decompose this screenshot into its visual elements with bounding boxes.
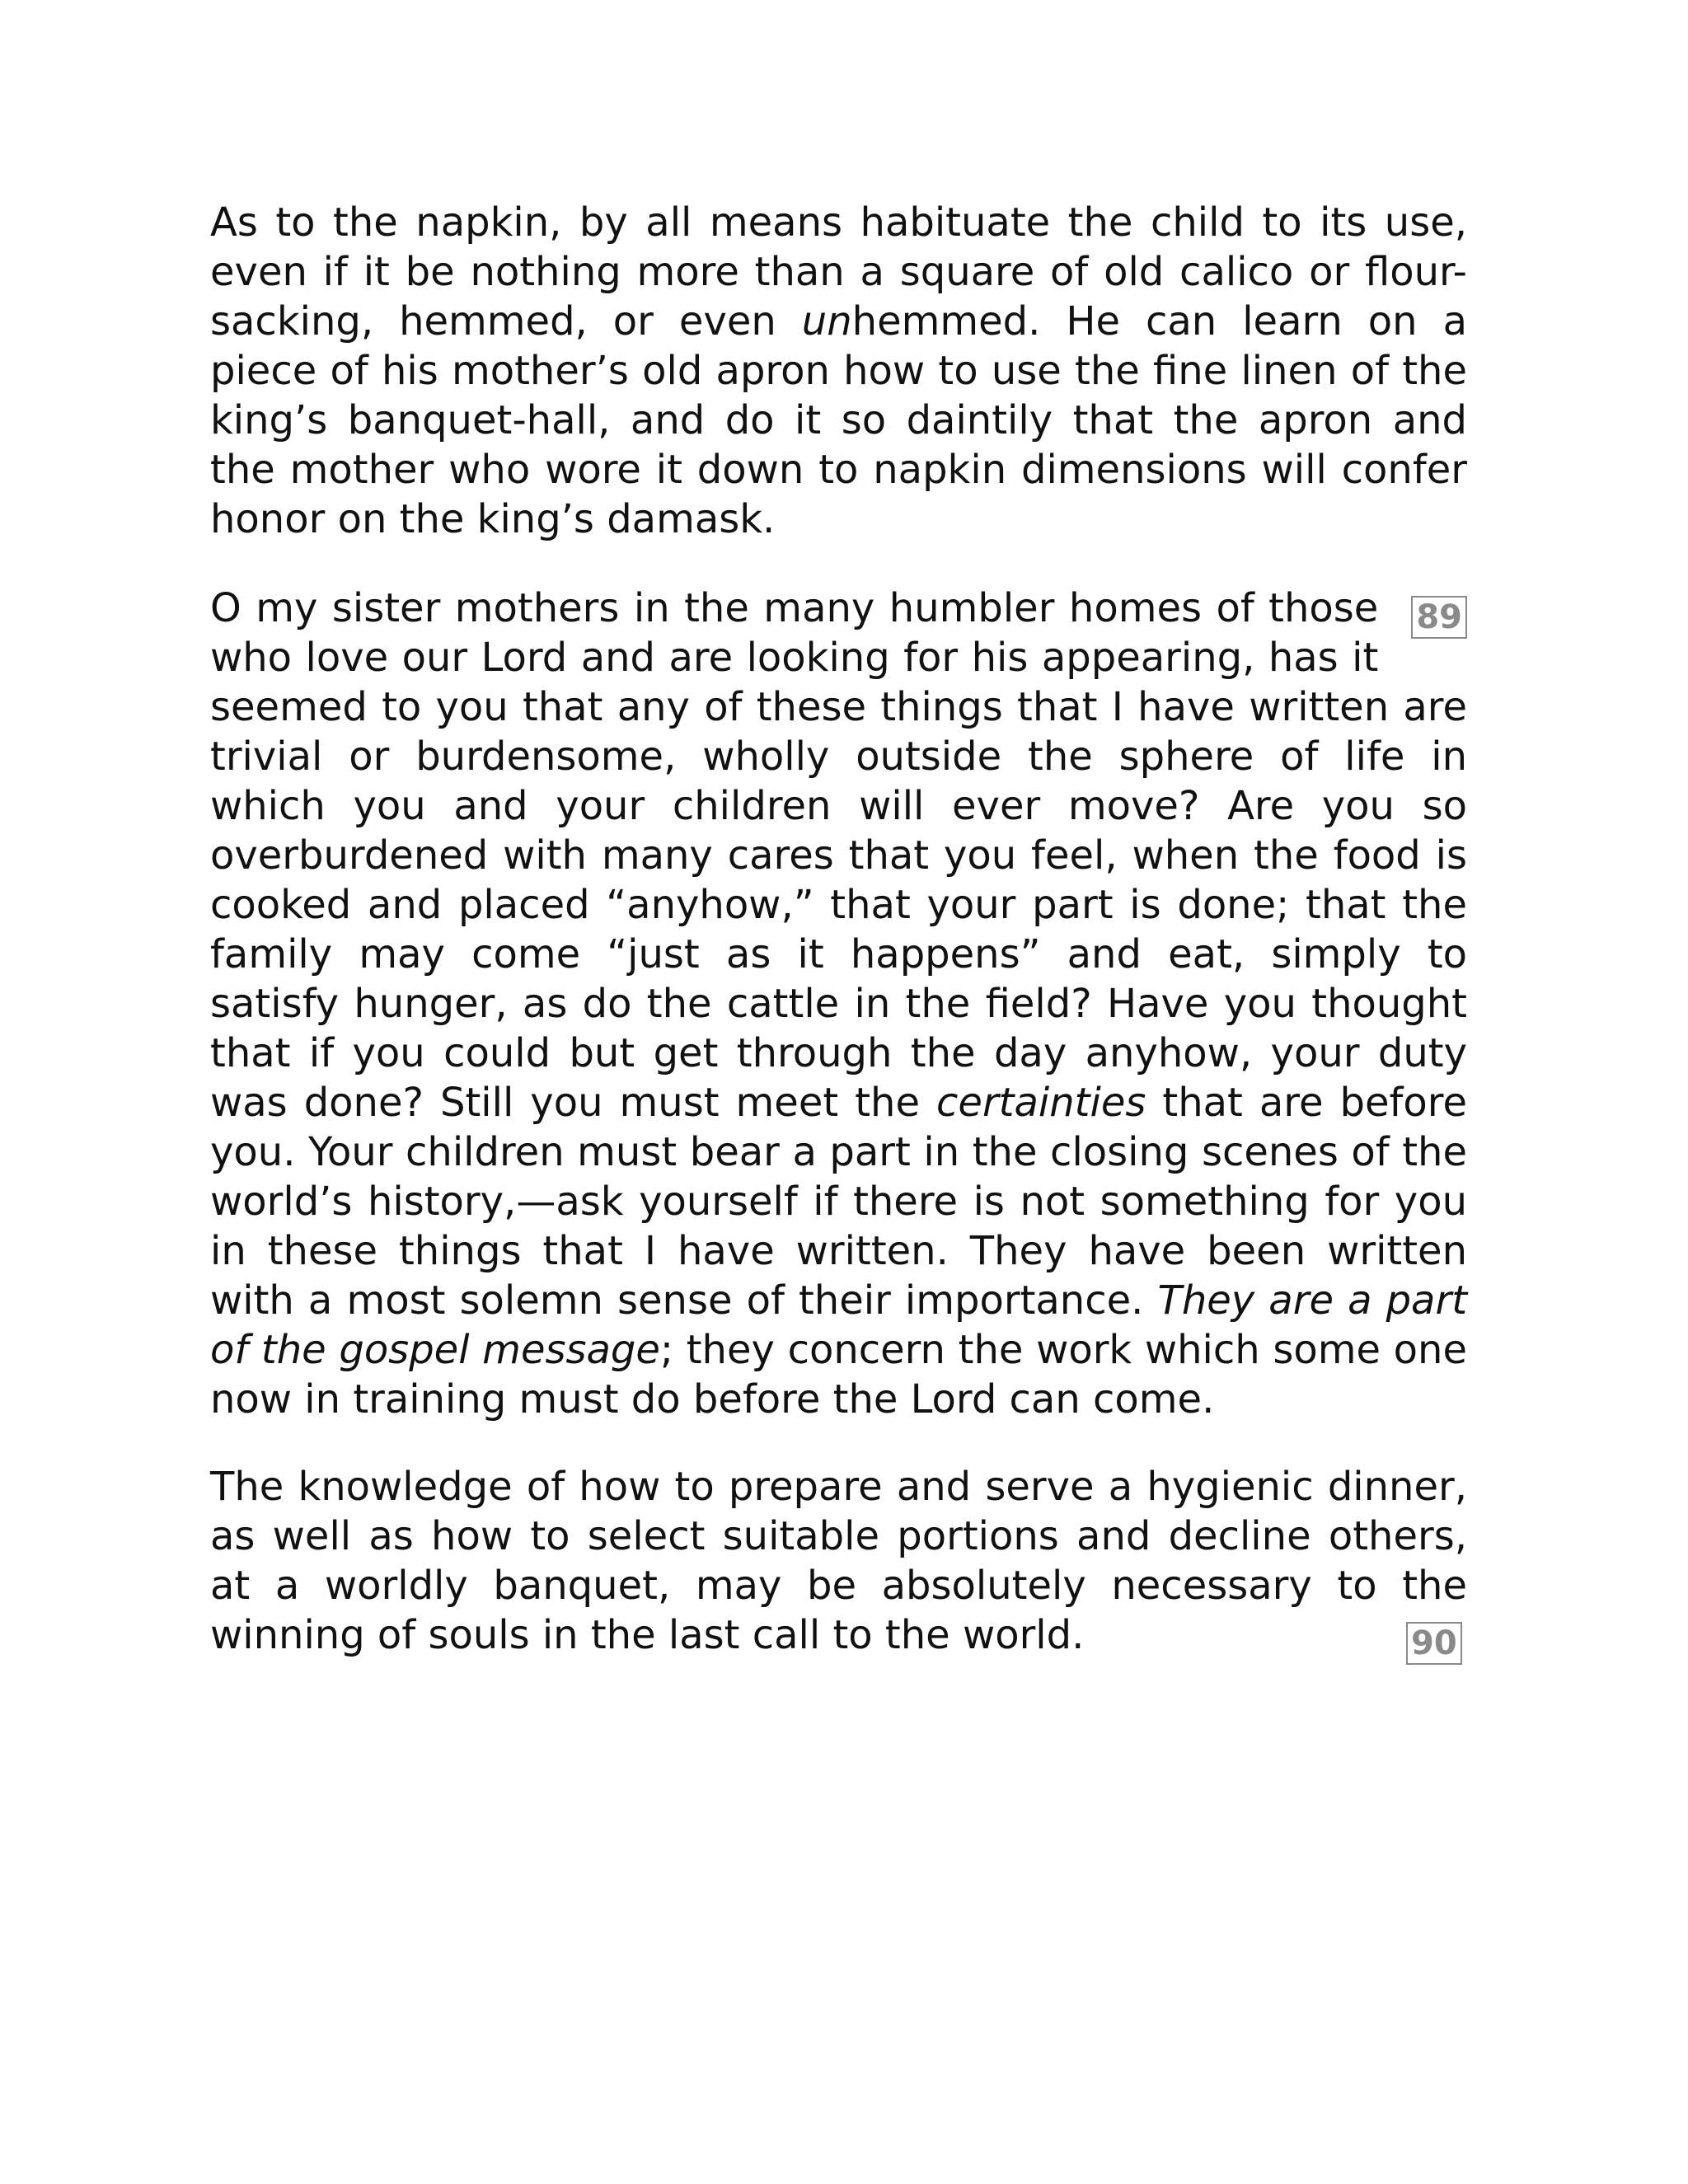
page-marker-90: 90 — [1406, 1622, 1462, 1665]
paragraph-napkin — [210, 198, 1467, 544]
emphasis-text: certainties — [936, 1080, 1146, 1126]
paragraph-text: O my sister mothers in the many humbler homes of those who love our Lord and are looking for his appearing, has it seemed to you that any of these things that I have written are trivial or burdensome, wholly outside the sphere of life in which you and your children will ever move? Are you so overburdened with many cares that you feel, when the food is cooked and placed “anyhow,” that your part is done; that the family may come “just as it happens” and eat, simply to satisfy hunger, as do the cattle in the field? Have you thought that if you could but get through the day anyhow, your duty was done? Still you must meet the — [210, 585, 1467, 1126]
emphasis-text: They are a part of the gospel message — [210, 1277, 1468, 1373]
paragraph-text: hemmed. He can learn on a piece of his mother’s old apron how to use the fine linen of the king’s banquet-hall, and do it so daintily that the apron and the mother who wore it down to napkin dimensions will confer honor on the king’s damask. — [210, 298, 1467, 542]
page-marker-89: 89 — [1411, 596, 1467, 639]
paragraph-text: As to the napkin, by all means habituate the child to its use, even if it be nothing more than a square of old calico or flour-sacking, hemmed, or even — [210, 199, 1467, 344]
paragraph-hygienic-dinner: The knowledge of how to prepare and serve a hygienic dinner, as well as how to select suitable portions and decline others, at a worldly banquet, may be absolutely necessary to the winning of souls in the last call to the world. — [210, 1464, 1467, 1658]
paragraph-text: that are before you. Your children must bear a part in the closing scenes of the world’s history,—ask yourself if there is not something for you in these things that I have written. They have been written with a most solemn sense of their importance. — [210, 1080, 1467, 1324]
emphasis-text: un — [801, 298, 852, 344]
paragraph-sister-mothers — [210, 583, 1467, 1424]
paragraph-text: ; they concern the work which some one now in training must do before the Lord can come. — [210, 1327, 1467, 1422]
page-body — [210, 198, 1467, 1660]
